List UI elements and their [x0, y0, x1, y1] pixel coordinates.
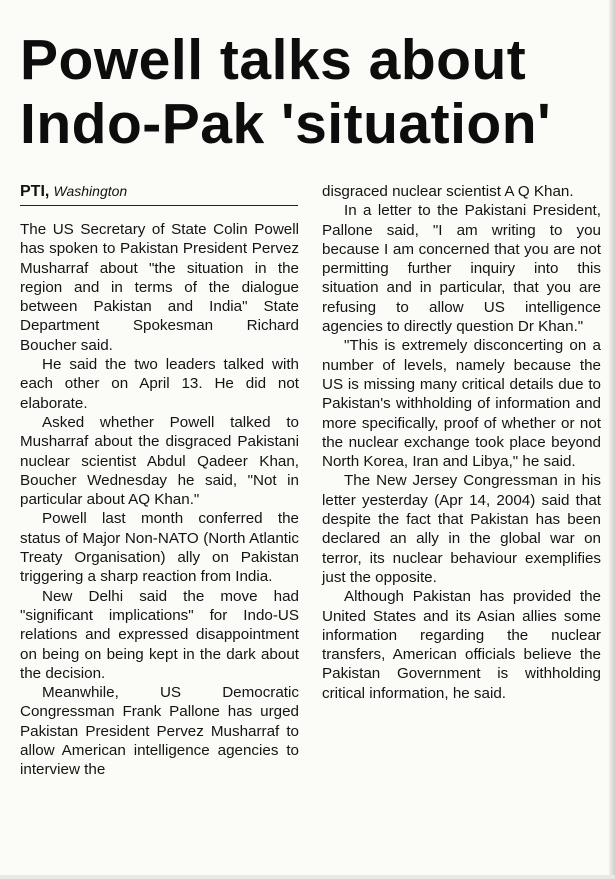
paragraph: He said the two leaders talked with each other on April 13. He did not elaborate.: [20, 356, 299, 412]
article-column-left: [20, 220, 299, 780]
byline: [20, 183, 298, 201]
paragraph: disgraced nuclear scientist A Q Khan.: [322, 183, 574, 200]
paragraph: The New Jersey Congressman in his letter yesterday (Apr 14, 2004) said that despite the fact that Pakistan has been declared an ally in the global war on terror, its nuclear behaviour exemplifies just the opposite.: [322, 472, 601, 586]
headline-line-2: Indo-Pak 'situation': [20, 92, 552, 156]
paragraph: Asked whether Powell talked to Musharraf about the disgraced Pakistani nuclear scientist Abdul Qadeer Khan, Boucher Wednesday he said, "Not in particular about AQ Khan.": [20, 413, 299, 509]
paragraph: Although Pakistan has provided the United States and its Asian allies some information regarding the nuclear transfers, American officials believe the Pakistan Government is withholding critical information, he said.: [322, 588, 601, 702]
page-edge-shadow: [609, 0, 615, 879]
paragraph: In a letter to the Pakistani President, Pallone said, "I am writing to you because I am concerned that you are not permitting further inquiry into this situation and in particular, that you are refusing to allow US intelligence agencies to directly question Dr Khan.": [322, 202, 601, 336]
article-column-right: [322, 182, 601, 703]
paragraph: New Delhi said the move had "significant implications" for Indo-US relations and expressed disappointment on being on being kept in the dark about the decision.: [20, 587, 299, 682]
headline: [20, 28, 605, 156]
headline-line-1: Powell talks about: [20, 28, 527, 92]
byline-agency: PTI,: [20, 183, 50, 200]
paragraph: "This is extremely disconcerting on a number of levels, namely because the US is missing many critical details due to Pakistan's withholding of information and more specifically, proof of whether or not the nuclear exchange took place beyond North Korea, Iran and Libya," he said.: [322, 337, 601, 471]
byline-place: Washington: [53, 183, 128, 199]
paragraph: The US Secretary of State Colin Powell has spoken to Pakistan President Pervez Musharraf about "the situation in the region and in terms of the dialogue between Pakistan and India" State Department Spokesman Richard Boucher said.: [20, 221, 299, 354]
paragraph: Powell last month conferred the status of Major Non-NATO (North Atlantic Treaty Organisation) ally on Pakistan triggering a sharp reaction from India.: [20, 510, 299, 586]
page-bottom-edge: [0, 875, 615, 879]
paragraph: Meanwhile, US Democratic Congressman Frank Pallone has urged Pakistan President Pervez Musharraf to allow American intelligence agencies to interview the: [20, 684, 299, 779]
byline-divider: [20, 205, 298, 206]
